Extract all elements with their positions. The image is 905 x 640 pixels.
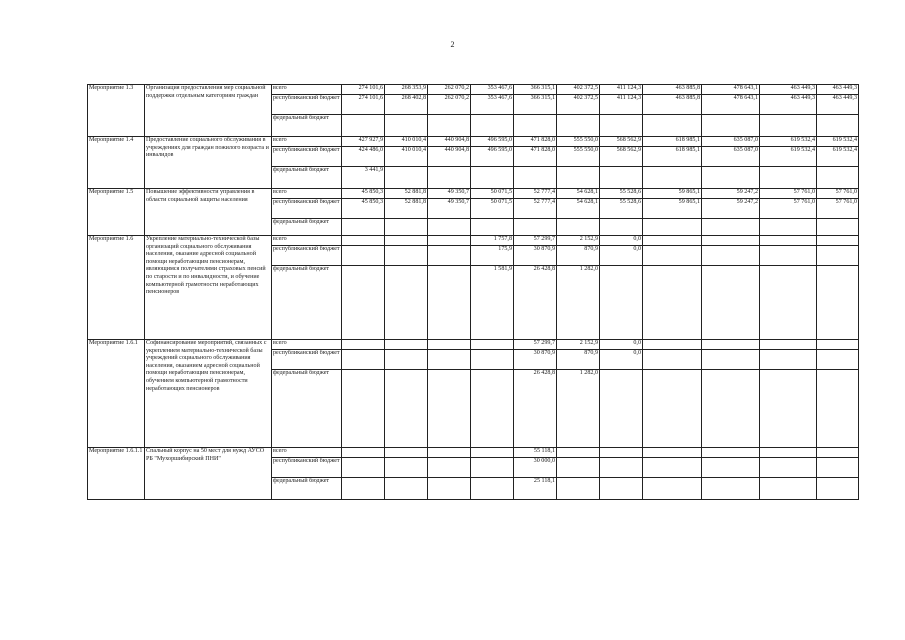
amount-cell — [342, 246, 385, 266]
amount-cell — [342, 266, 385, 340]
budget-table — [87, 84, 859, 500]
amount-cell — [385, 236, 428, 246]
measure-code: Мероприятие 1.6.1.1 — [88, 448, 145, 500]
amount-cell — [428, 167, 471, 189]
amount-cell — [557, 448, 600, 458]
amount-cell — [702, 350, 760, 370]
amount-cell — [817, 350, 859, 370]
funding-source: республиканский бюджет — [272, 246, 342, 266]
amount-cell: 353 467,6 — [471, 95, 514, 115]
amount-cell — [817, 458, 859, 478]
amount-cell — [342, 236, 385, 246]
amount-cell: 57 299,7 — [514, 340, 557, 350]
amount-cell: 366 315,1 — [514, 95, 557, 115]
amount-cell: 619 532,4 — [817, 147, 859, 167]
amount-cell — [760, 266, 817, 340]
amount-cell — [514, 219, 557, 236]
funding-source: всего — [272, 340, 342, 350]
amount-cell — [471, 448, 514, 458]
amount-cell: 0,0 — [600, 350, 643, 370]
amount-cell: 463 449,3 — [817, 85, 859, 95]
amount-cell — [471, 478, 514, 500]
amount-cell — [600, 478, 643, 500]
amount-cell — [643, 266, 702, 340]
funding-source: всего — [272, 189, 342, 199]
amount-cell: 0,0 — [600, 340, 643, 350]
amount-cell: 471 828,0 — [514, 147, 557, 167]
amount-cell: 353 467,6 — [471, 85, 514, 95]
amount-cell: 57 299,7 — [514, 236, 557, 246]
funding-source: всего — [272, 85, 342, 95]
amount-cell — [385, 478, 428, 500]
amount-cell: 619 532,4 — [817, 137, 859, 147]
amount-cell — [385, 167, 428, 189]
amount-cell — [760, 448, 817, 458]
amount-cell: 57 761,0 — [817, 199, 859, 219]
amount-cell: 274 101,6 — [342, 85, 385, 95]
amount-cell — [760, 478, 817, 500]
amount-cell — [557, 458, 600, 478]
amount-cell: 555 550,0 — [557, 137, 600, 147]
amount-cell: 49 350,7 — [428, 199, 471, 219]
amount-cell: 50 071,5 — [471, 189, 514, 199]
amount-cell — [643, 478, 702, 500]
amount-cell: 555 550,0 — [557, 147, 600, 167]
amount-cell: 463 885,8 — [643, 85, 702, 95]
amount-cell: 268 353,9 — [385, 85, 428, 95]
amount-cell: 410 010,4 — [385, 137, 428, 147]
amount-cell — [557, 219, 600, 236]
amount-cell — [643, 246, 702, 266]
amount-cell: 54 628,1 — [557, 189, 600, 199]
measure-code: Мероприятие 1.5 — [88, 189, 145, 236]
funding-source: всего — [272, 236, 342, 246]
amount-cell — [643, 167, 702, 189]
amount-cell: 30 870,9 — [514, 350, 557, 370]
amount-cell — [600, 167, 643, 189]
amount-cell — [817, 340, 859, 350]
amount-cell — [643, 115, 702, 137]
amount-cell: 25 118,1 — [514, 478, 557, 500]
amount-cell: 57 761,0 — [817, 189, 859, 199]
amount-cell — [600, 266, 643, 340]
amount-cell — [428, 266, 471, 340]
amount-cell: 0,0 — [600, 246, 643, 266]
amount-cell — [760, 370, 817, 448]
amount-cell: 427 927,9 — [342, 137, 385, 147]
funding-source: республиканский бюджет — [272, 458, 342, 478]
amount-cell — [702, 340, 760, 350]
amount-cell: 3 441,9 — [342, 167, 385, 189]
amount-cell — [817, 478, 859, 500]
amount-cell — [471, 370, 514, 448]
amount-cell — [342, 115, 385, 137]
funding-source: всего — [272, 137, 342, 147]
amount-cell: 59 247,2 — [702, 189, 760, 199]
amount-cell: 424 486,0 — [342, 147, 385, 167]
amount-cell — [385, 246, 428, 266]
amount-cell: 496 595,0 — [471, 137, 514, 147]
measure-name: Повышение эффективности управления в области социальной защиты населения — [145, 189, 272, 236]
funding-source: федеральный бюджет — [272, 370, 342, 448]
amount-cell: 1 282,0 — [557, 370, 600, 448]
amount-cell — [817, 370, 859, 448]
amount-cell: 0,0 — [600, 236, 643, 246]
amount-cell — [817, 448, 859, 458]
table-row — [88, 189, 859, 199]
amount-cell: 496 595,0 — [471, 147, 514, 167]
table-row — [88, 85, 859, 95]
amount-cell — [428, 458, 471, 478]
amount-cell: 45 850,3 — [342, 189, 385, 199]
funding-source: федеральный бюджет — [272, 115, 342, 137]
amount-cell: 463 449,3 — [760, 85, 817, 95]
amount-cell — [643, 350, 702, 370]
amount-cell: 52 777,4 — [514, 189, 557, 199]
table-row — [88, 340, 859, 350]
amount-cell — [428, 340, 471, 350]
amount-cell: 619 532,4 — [760, 147, 817, 167]
amount-cell — [385, 458, 428, 478]
amount-cell: 26 428,8 — [514, 266, 557, 340]
amount-cell — [428, 448, 471, 458]
funding-source: федеральный бюджет — [272, 478, 342, 500]
amount-cell: 411 124,3 — [600, 95, 643, 115]
amount-cell: 635 087,0 — [702, 137, 760, 147]
amount-cell: 59 865,1 — [643, 189, 702, 199]
amount-cell — [342, 448, 385, 458]
amount-cell — [600, 448, 643, 458]
amount-cell: 262 070,2 — [428, 85, 471, 95]
amount-cell — [385, 350, 428, 370]
amount-cell: 402 372,5 — [557, 95, 600, 115]
amount-cell — [385, 266, 428, 340]
amount-cell: 618 985,1 — [643, 147, 702, 167]
amount-cell — [702, 115, 760, 137]
measure-code: Мероприятие 1.4 — [88, 137, 145, 189]
amount-cell — [760, 219, 817, 236]
amount-cell: 463 449,3 — [760, 95, 817, 115]
amount-cell: 49 350,7 — [428, 189, 471, 199]
amount-cell — [428, 350, 471, 370]
funding-source: республиканский бюджет — [272, 199, 342, 219]
amount-cell — [428, 219, 471, 236]
amount-cell — [760, 340, 817, 350]
amount-cell — [600, 219, 643, 236]
amount-cell: 870,9 — [557, 350, 600, 370]
amount-cell: 478 643,1 — [702, 85, 760, 95]
funding-source: федеральный бюджет — [272, 167, 342, 189]
funding-source: всего — [272, 448, 342, 458]
amount-cell — [817, 266, 859, 340]
amount-cell: 870,9 — [557, 246, 600, 266]
amount-cell — [342, 370, 385, 448]
amount-cell: 410 010,4 — [385, 147, 428, 167]
amount-cell — [760, 115, 817, 137]
amount-cell — [760, 246, 817, 266]
amount-cell — [702, 478, 760, 500]
amount-cell: 440 904,8 — [428, 137, 471, 147]
amount-cell: 1 581,9 — [471, 266, 514, 340]
table-row — [88, 137, 859, 147]
amount-cell — [385, 370, 428, 448]
amount-cell — [557, 115, 600, 137]
amount-cell — [643, 458, 702, 478]
measure-code: Мероприятие 1.3 — [88, 85, 145, 137]
funding-source: республиканский бюджет — [272, 350, 342, 370]
amount-cell — [428, 236, 471, 246]
measure-name: Укрепление материально-технической базы организаций социального обслуживания населения, оказание адресной социальной помощи неработающим пенсионерам, являющимся получателями страховых пенсий по старости и по инвалидности, и обучение компьютерной грамотности неработающих пенсионеров — [145, 236, 272, 340]
amount-cell: 59 865,1 — [643, 199, 702, 219]
amount-cell: 2 152,9 — [557, 236, 600, 246]
amount-cell: 463 885,8 — [643, 95, 702, 115]
amount-cell — [342, 478, 385, 500]
amount-cell — [471, 167, 514, 189]
amount-cell: 440 904,8 — [428, 147, 471, 167]
amount-cell — [817, 246, 859, 266]
amount-cell — [760, 458, 817, 478]
amount-cell — [385, 340, 428, 350]
amount-cell — [702, 458, 760, 478]
amount-cell — [817, 167, 859, 189]
measure-name: Организация предоставления мер социальной поддержки отдельным категориям граждан — [145, 85, 272, 137]
amount-cell — [600, 458, 643, 478]
amount-cell — [702, 448, 760, 458]
amount-cell — [760, 350, 817, 370]
amount-cell: 411 124,3 — [600, 85, 643, 95]
amount-cell: 52 881,8 — [385, 199, 428, 219]
amount-cell: 478 643,1 — [702, 95, 760, 115]
amount-cell: 26 428,8 — [514, 370, 557, 448]
amount-cell: 619 532,4 — [760, 137, 817, 147]
amount-cell — [702, 219, 760, 236]
amount-cell: 268 402,8 — [385, 95, 428, 115]
amount-cell — [817, 236, 859, 246]
funding-source: федеральный бюджет — [272, 266, 342, 340]
amount-cell: 57 761,0 — [760, 199, 817, 219]
amount-cell: 50 071,5 — [471, 199, 514, 219]
amount-cell: 2 152,9 — [557, 340, 600, 350]
amount-cell: 274 101,6 — [342, 95, 385, 115]
amount-cell — [702, 266, 760, 340]
measure-name: Софинансирование мероприятий, связанных с укреплением материально-технической базы учреждений социального обслуживания населения, оказанием адресной социальной помощи неработающим пенсионерам, обучением компьютерной грамотности неработающих пенсионеров — [145, 340, 272, 448]
amount-cell: 55 528,6 — [600, 189, 643, 199]
amount-cell — [385, 115, 428, 137]
amount-cell: 59 247,2 — [702, 199, 760, 219]
amount-cell — [643, 236, 702, 246]
amount-cell — [600, 370, 643, 448]
amount-cell — [342, 458, 385, 478]
amount-cell: 30 000,0 — [514, 458, 557, 478]
amount-cell: 54 628,1 — [557, 199, 600, 219]
amount-cell: 55 528,6 — [600, 199, 643, 219]
amount-cell: 1 282,0 — [557, 266, 600, 340]
amount-cell — [471, 350, 514, 370]
table-row — [88, 236, 859, 246]
amount-cell: 366 315,1 — [514, 85, 557, 95]
amount-cell: 568 562,9 — [600, 147, 643, 167]
amount-cell — [643, 340, 702, 350]
amount-cell — [817, 219, 859, 236]
amount-cell: 1 757,8 — [471, 236, 514, 246]
amount-cell: 402 372,5 — [557, 85, 600, 95]
amount-cell — [702, 167, 760, 189]
amount-cell: 463 449,3 — [817, 95, 859, 115]
amount-cell: 55 118,1 — [514, 448, 557, 458]
amount-cell — [428, 478, 471, 500]
measure-name: Предоставление социального обслуживания в учреждениях для граждан пожилого возраста и инвалидов — [145, 137, 272, 189]
amount-cell: 262 070,2 — [428, 95, 471, 115]
amount-cell: 45 850,3 — [342, 199, 385, 219]
amount-cell — [600, 115, 643, 137]
amount-cell — [428, 370, 471, 448]
amount-cell: 471 828,0 — [514, 137, 557, 147]
amount-cell — [557, 478, 600, 500]
amount-cell — [342, 350, 385, 370]
funding-source: республиканский бюджет — [272, 147, 342, 167]
amount-cell — [702, 246, 760, 266]
amount-cell — [428, 246, 471, 266]
amount-cell: 30 870,9 — [514, 246, 557, 266]
table-row — [88, 448, 859, 458]
amount-cell — [342, 340, 385, 350]
amount-cell — [428, 115, 471, 137]
amount-cell — [760, 236, 817, 246]
amount-cell: 57 761,0 — [760, 189, 817, 199]
amount-cell — [471, 340, 514, 350]
amount-cell — [514, 167, 557, 189]
amount-cell — [643, 448, 702, 458]
measure-name: Спальный корпус на 50 мест для нужд АУСО РБ "Мухоршибирский ПНИ" — [145, 448, 272, 500]
amount-cell — [342, 219, 385, 236]
funding-source: федеральный бюджет — [272, 219, 342, 236]
page-number: 2 — [450, 40, 455, 49]
measure-code: Мероприятие 1.6.1 — [88, 340, 145, 448]
amount-cell — [817, 115, 859, 137]
amount-cell — [385, 219, 428, 236]
amount-cell: 635 087,0 — [702, 147, 760, 167]
amount-cell — [760, 167, 817, 189]
amount-cell: 175,9 — [471, 246, 514, 266]
amount-cell — [702, 236, 760, 246]
amount-cell — [471, 219, 514, 236]
amount-cell: 568 562,9 — [600, 137, 643, 147]
amount-cell — [471, 115, 514, 137]
amount-cell: 52 777,4 — [514, 199, 557, 219]
measure-code: Мероприятие 1.6 — [88, 236, 145, 340]
funding-source: республиканский бюджет — [272, 95, 342, 115]
amount-cell — [702, 370, 760, 448]
amount-cell — [514, 115, 557, 137]
amount-cell — [471, 458, 514, 478]
amount-cell — [643, 370, 702, 448]
amount-cell — [643, 219, 702, 236]
amount-cell — [385, 448, 428, 458]
amount-cell: 618 985,1 — [643, 137, 702, 147]
amount-cell — [557, 167, 600, 189]
amount-cell: 52 881,8 — [385, 189, 428, 199]
